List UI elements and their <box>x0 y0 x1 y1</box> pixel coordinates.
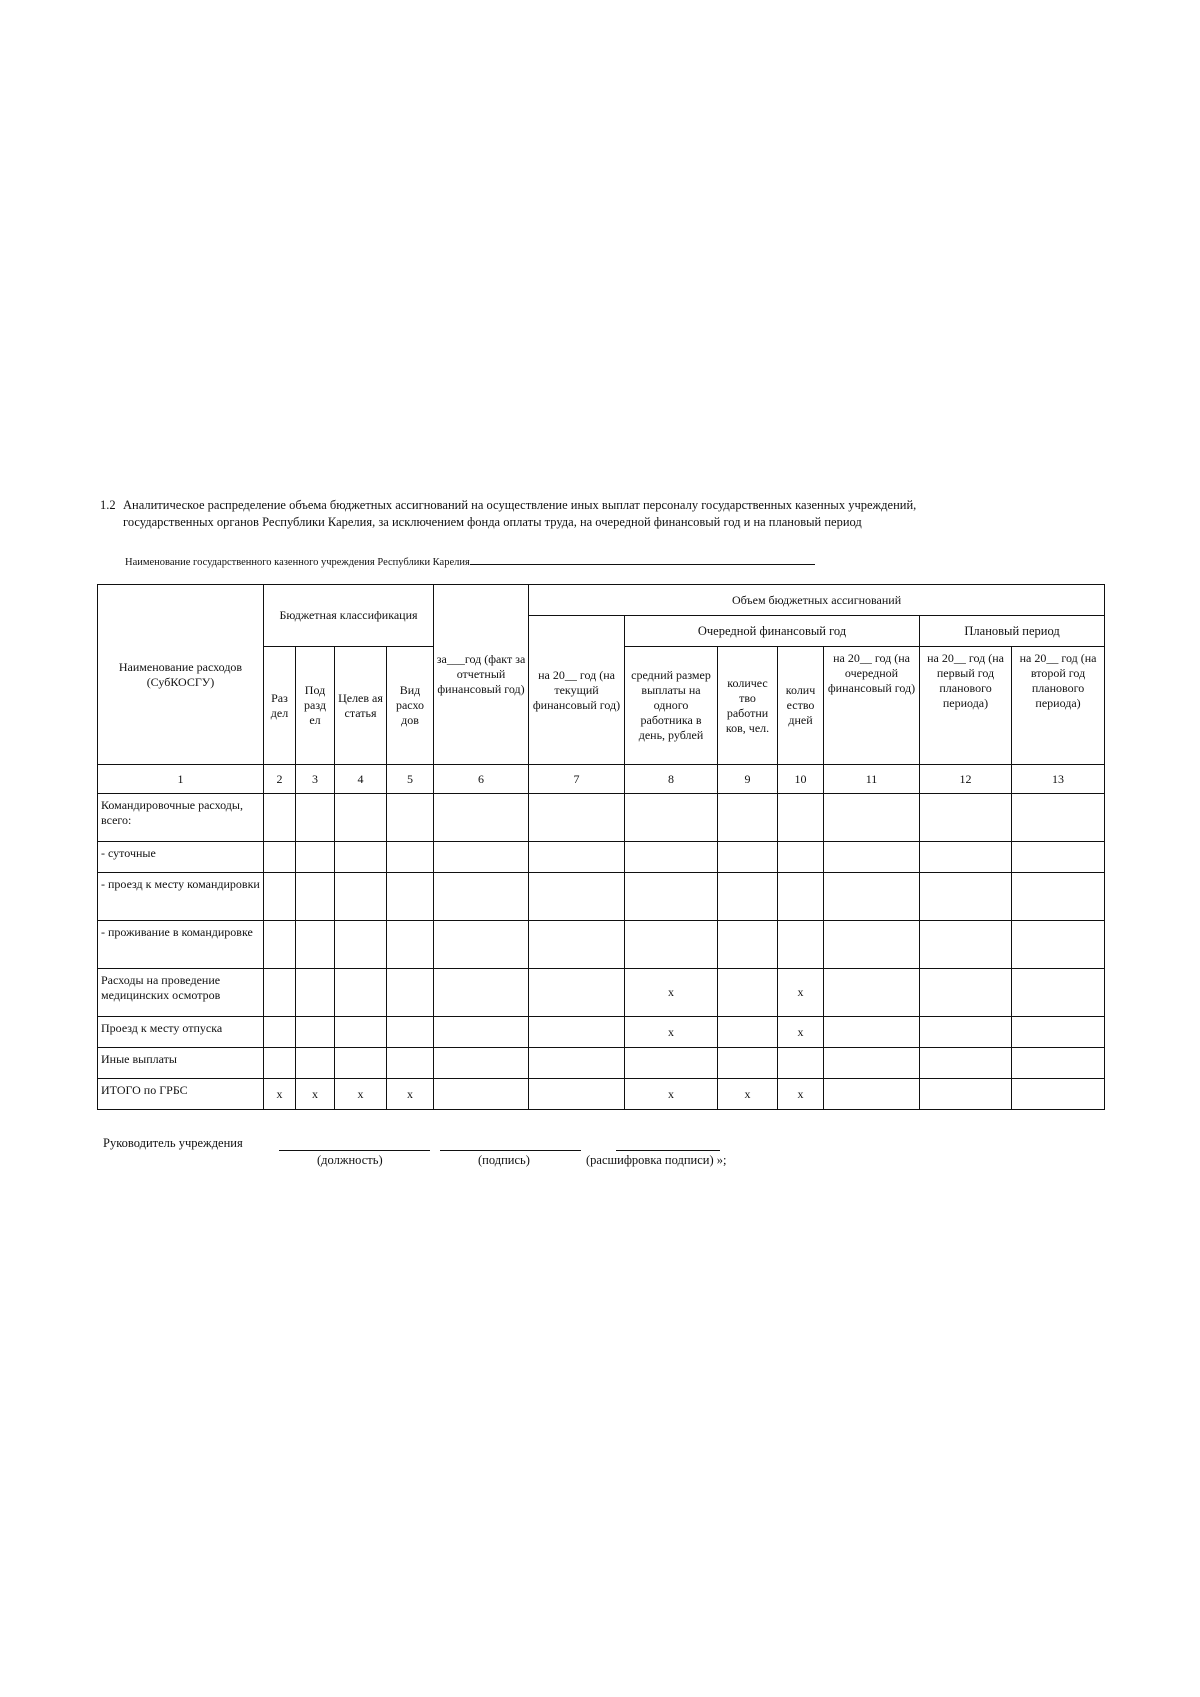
table-cell[interactable] <box>434 969 529 1017</box>
table-cell[interactable] <box>434 921 529 969</box>
decoding-field[interactable] <box>616 1150 720 1151</box>
table-cell[interactable] <box>824 1079 920 1110</box>
table-cell[interactable] <box>387 842 434 873</box>
col-number: 3 <box>296 765 335 794</box>
table-cell[interactable] <box>529 921 625 969</box>
institution-name-field[interactable] <box>470 554 815 565</box>
table-cell[interactable] <box>335 969 387 1017</box>
table-cell[interactable] <box>920 873 1012 921</box>
table-cell[interactable] <box>264 921 296 969</box>
table-cell[interactable] <box>824 842 920 873</box>
table-cell[interactable]: x <box>264 1079 296 1110</box>
table-cell[interactable] <box>529 1048 625 1079</box>
table-cell[interactable] <box>434 1079 529 1110</box>
section-title-line2: государственных органов Республики Карелия, за исключением фонда оплаты труда, на очередной финансовый год и на плановый период <box>123 515 862 529</box>
col-number: 2 <box>264 765 296 794</box>
table-cell[interactable] <box>335 921 387 969</box>
table-cell[interactable] <box>1012 1048 1105 1079</box>
table-cell[interactable]: x <box>778 1079 824 1110</box>
table-cell[interactable] <box>920 1017 1012 1048</box>
position-caption: (должность) <box>317 1153 383 1167</box>
table-cell[interactable] <box>920 969 1012 1017</box>
table-cell[interactable]: x <box>625 1017 718 1048</box>
table-row <box>98 794 1105 842</box>
table-cell[interactable] <box>434 794 529 842</box>
table-cell[interactable]: x <box>778 1017 824 1048</box>
table-row <box>98 842 1105 873</box>
table-cell[interactable] <box>824 1017 920 1048</box>
header-current-year: на 20__ год (на текущий финансовый год) <box>529 616 625 765</box>
table-cell[interactable] <box>529 873 625 921</box>
table-cell[interactable] <box>920 842 1012 873</box>
table-cell[interactable]: x <box>625 969 718 1017</box>
table-cell[interactable] <box>296 1017 335 1048</box>
table-cell[interactable] <box>387 873 434 921</box>
table-cell[interactable] <box>718 969 778 1017</box>
table-cell[interactable]: x <box>335 1079 387 1110</box>
header-avg-pay: средний размер выплаты на одного работника в день, рублей <box>625 647 718 765</box>
table-row <box>98 969 1105 1017</box>
table-cell[interactable] <box>625 921 718 969</box>
table-cell[interactable] <box>387 1048 434 1079</box>
table-cell[interactable] <box>718 921 778 969</box>
table-cell[interactable] <box>264 842 296 873</box>
header-workers: количес тво работни ков, чел. <box>718 647 778 765</box>
header-podrazdel: Под разд ел <box>296 647 335 765</box>
table-cell[interactable] <box>529 969 625 1017</box>
table-cell[interactable] <box>335 1048 387 1079</box>
table-cell[interactable] <box>529 1017 625 1048</box>
table-row <box>98 1017 1105 1048</box>
table-cell[interactable] <box>625 1048 718 1079</box>
row-name: Проезд к месту отпуска <box>98 1017 264 1048</box>
col-number: 13 <box>1012 765 1105 794</box>
table-cell[interactable]: x <box>778 969 824 1017</box>
table-cell[interactable] <box>824 969 920 1017</box>
table-cell[interactable] <box>264 1048 296 1079</box>
row-name: - проезд к месту командировки <box>98 873 264 921</box>
table-cell[interactable] <box>296 921 335 969</box>
col-number: 6 <box>434 765 529 794</box>
signature-caption: (подпись) <box>478 1153 530 1167</box>
signature-block <box>103 1136 1003 1176</box>
table-cell[interactable] <box>387 794 434 842</box>
allocation-table <box>97 584 1105 1110</box>
table-cell[interactable] <box>529 842 625 873</box>
table-cell[interactable] <box>718 873 778 921</box>
table-cell[interactable] <box>1012 873 1105 921</box>
table-cell[interactable]: x <box>296 1079 335 1110</box>
col-number: 12 <box>920 765 1012 794</box>
row-name: - проживание в командировке <box>98 921 264 969</box>
header-plan-period: Плановый период <box>920 616 1105 647</box>
signature-lead: Руководитель учреждения <box>103 1136 243 1150</box>
signature-field[interactable] <box>440 1150 581 1151</box>
col-number: 1 <box>98 765 264 794</box>
col-number: 8 <box>625 765 718 794</box>
table-cell[interactable] <box>824 1048 920 1079</box>
table-cell[interactable] <box>625 794 718 842</box>
table-cell[interactable] <box>264 969 296 1017</box>
header-plan-year2: на 20__ год (на второй год планового периода) <box>1012 647 1105 765</box>
header-celevaya-statya: Целев ая статья <box>335 647 387 765</box>
col-number: 5 <box>387 765 434 794</box>
row-name: ИТОГО по ГРБС <box>98 1079 264 1110</box>
table-cell[interactable] <box>335 873 387 921</box>
table-cell[interactable] <box>920 794 1012 842</box>
header-next-year-group: Очередной финансовый год <box>625 616 920 647</box>
header-plan-year1: на 20__ год (на первый год планового периода) <box>920 647 1012 765</box>
position-field[interactable] <box>279 1150 430 1151</box>
header-name: Наименование расходов (СубКОСГУ) <box>98 585 264 765</box>
table-cell[interactable] <box>824 794 920 842</box>
table-cell[interactable]: x <box>387 1079 434 1110</box>
table-cell[interactable] <box>264 794 296 842</box>
col-number: 7 <box>529 765 625 794</box>
table-cell[interactable] <box>778 842 824 873</box>
table-cell[interactable] <box>718 794 778 842</box>
col-number: 4 <box>335 765 387 794</box>
table-cell[interactable] <box>296 1048 335 1079</box>
table-row <box>98 1048 1105 1079</box>
institution-name-row <box>125 554 815 568</box>
decoding-caption: (расшифровка подписи) »; <box>586 1153 727 1167</box>
table-cell[interactable] <box>296 794 335 842</box>
table-cell[interactable] <box>718 842 778 873</box>
table-cell[interactable] <box>920 921 1012 969</box>
table-cell[interactable] <box>1012 1079 1105 1110</box>
table-cell[interactable] <box>264 873 296 921</box>
section-title-line1: Аналитическое распределение объема бюджетных ассигнований на осуществление иных выплат персоналу государственных казенных учреждений, <box>123 498 917 512</box>
table-cell[interactable] <box>1012 794 1105 842</box>
table-row <box>98 873 1105 921</box>
table-cell[interactable] <box>434 873 529 921</box>
row-name: Расходы на проведение медицинских осмотров <box>98 969 264 1017</box>
table-cell[interactable]: x <box>625 1079 718 1110</box>
table-cell[interactable] <box>296 969 335 1017</box>
table-cell[interactable] <box>625 842 718 873</box>
section-number: 1.2 <box>100 498 116 512</box>
table-cell[interactable] <box>296 873 335 921</box>
header-volume: Объем бюджетных ассигнований <box>529 585 1105 616</box>
col-number: 10 <box>778 765 824 794</box>
header-budget-classification: Бюджетная классификация <box>264 585 434 647</box>
table-cell[interactable] <box>335 1017 387 1048</box>
table-cell[interactable] <box>824 921 920 969</box>
table-cell[interactable] <box>1012 842 1105 873</box>
institution-name-label: Наименование государственного казенного учреждения Республики Карелия <box>125 557 470 568</box>
table-cell[interactable] <box>1012 921 1105 969</box>
table-cell[interactable] <box>335 794 387 842</box>
row-name: Иные выплаты <box>98 1048 264 1079</box>
table-cell[interactable]: x <box>718 1079 778 1110</box>
table-cell[interactable] <box>529 794 625 842</box>
table-row <box>98 1079 1105 1110</box>
header-next-year: на 20__ год (на очередной финансовый год) <box>824 647 920 765</box>
table-cell[interactable] <box>920 1048 1012 1079</box>
table-cell[interactable] <box>434 1017 529 1048</box>
table-cell[interactable] <box>778 794 824 842</box>
col-number: 11 <box>824 765 920 794</box>
table-cell[interactable] <box>387 1017 434 1048</box>
table-cell[interactable] <box>824 873 920 921</box>
table-cell[interactable] <box>778 921 824 969</box>
table-cell[interactable] <box>387 921 434 969</box>
table-cell[interactable] <box>296 842 335 873</box>
table-cell[interactable] <box>920 1079 1012 1110</box>
col-number: 9 <box>718 765 778 794</box>
table-cell[interactable] <box>625 873 718 921</box>
table-row <box>98 921 1105 969</box>
header-report-year: за___год (факт за отчетный финансовый год) <box>434 585 529 765</box>
table-cell[interactable] <box>718 1048 778 1079</box>
header-days: колич ество дней <box>778 647 824 765</box>
column-number-row <box>98 765 1105 794</box>
table-cell[interactable] <box>434 842 529 873</box>
table-cell[interactable] <box>1012 969 1105 1017</box>
row-name: Командировочные расходы, всего: <box>98 794 264 842</box>
table-cell[interactable] <box>387 969 434 1017</box>
table-cell[interactable] <box>529 1079 625 1110</box>
header-vid-raskhodov: Вид расхо дов <box>387 647 434 765</box>
table-cell[interactable] <box>718 1017 778 1048</box>
table-cell[interactable] <box>1012 1017 1105 1048</box>
table-cell[interactable] <box>335 842 387 873</box>
table-cell[interactable] <box>778 873 824 921</box>
row-name: - суточные <box>98 842 264 873</box>
table-cell[interactable] <box>778 1048 824 1079</box>
table-cell[interactable] <box>264 1017 296 1048</box>
header-razdel: Раз дел <box>264 647 296 765</box>
table-cell[interactable] <box>434 1048 529 1079</box>
